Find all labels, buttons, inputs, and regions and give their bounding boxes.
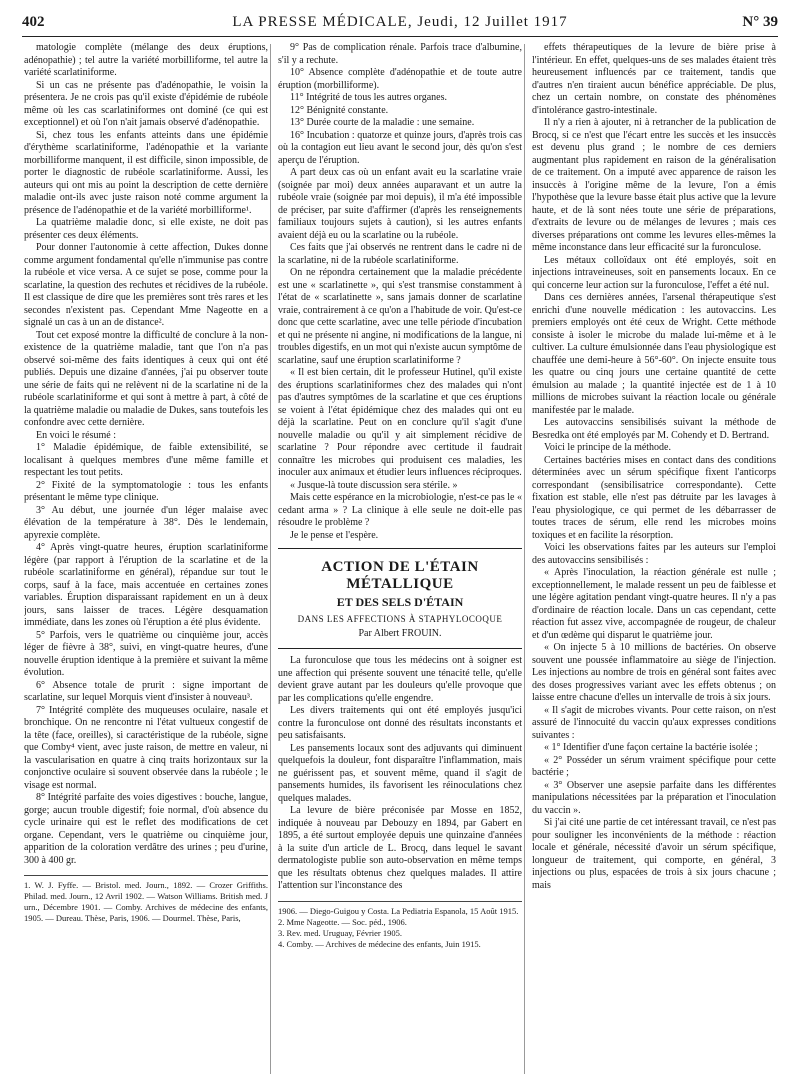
article-text — [278, 655, 522, 893]
paragraph: Si j'ai cité une partie de cet intéressant travail, ce n'est pas pour souligner les inconvénients de la méthode : réaction locale et générale, nécessité d'avoir un sérum spécifique, longueur de traitement, qui comporte, en général, 3 injections ou plus, espacées de trois à six jours chacune ; mais — [532, 817, 776, 891]
paragraph: Si, chez tous les enfants atteints dans une épidémie d'érythème scarlatiniforme, l'adénopathie et la variante morbilliforme manquent, il est difficile, sinon impossible, de porter le diagnostic de rubéole scarlatiniforme. Aussi, les auteurs qui ont mis au point la description de cette dernière maladie ont-ils avec juste raison noté comme argument la présence de l'adénopathie et de la variété morbilliforme¹. — [24, 129, 268, 216]
paragraph: Si un cas ne présente pas d'adénopathie, le voisin la présentera. Je ne crois pas qu'il existe d'épidémie de rubéole même où les cas scarlatiniformes ont dominé (ce qui est exceptionnel) et où l'on n'ait jamais observé d'adénopathie. — [24, 79, 268, 128]
article-author: Par Albert FROUIN. — [358, 628, 442, 639]
paragraph: « Il s'agit de microbes vivants. Pour cette raison, on n'est assuré de l'innocuité du vaccin qu'aux expresses conditions suivantes : — [532, 704, 776, 741]
paragraph: 1° Maladie épidémique, de faible extensibilité, se localisant à quelques membres d'une même famille et respectant les tout petits. — [24, 442, 268, 478]
paragraph: « 3° Observer une asepsie parfaite dans les différentes manipulations nécessitées par la préparation et l'inoculation du vaccin ». — [532, 779, 776, 816]
footnote: 1. W. J. Fyffe. — Bristol. med. Journ., 1892. — Crozer Griffiths. Philad. med. Journ., 12 Avril 1902. — Watson Williams. British med. J urn., Décembre 1901. — Comby. Archives de médecine des enfants, 1905. — Dureau. Thèse, Paris, 1906. — Dourmel. Thèse, Paris, — [24, 880, 268, 923]
paragraph: 10° Absence complète d'adénopathie et de toute autre éruption (morbilliforme). — [278, 67, 522, 91]
paragraph: Les divers traitements qui ont été employés jusqu'ici contre la furonculose ont donné des résultats inconstants et peu satisfaisants. — [278, 705, 522, 741]
column-2 — [278, 42, 522, 1072]
page-number: 402 — [22, 14, 45, 30]
column-divider — [270, 44, 271, 1074]
paragraph: Les pansements locaux sont des adjuvants qui diminuent quelquefois la douleur, font disparaître l'inflammation, mais ne guérissent pas, et souvent même, quand il s'agit de pansements humides, ils favorisent les réinoculations chez quelques malades. — [278, 742, 522, 804]
paragraph: 7° Intégrité complète des muqueuses oculaire, nasale et bronchique. On ne rencontre ni l'état vultueux congestif de la tête (face, oreilles), si caractéristique de la rubéole, signe que Comby⁴ vient, avec juste raison, de mettre en valeur, ni la vascularisation en quatre à cinq traits horizontaux sur la conjonctive oculaire si souvent observée dans la rubéole ; le visage est normal. — [24, 704, 268, 791]
paragraph: « On injecte 5 à 10 millions de bactéries. On observe souvent une poussée inflammatoire au siège de l'injection. Les injections au nombre de trois en général sont faites avec des doses progressives variant avec les effets obtenus ; on laisse entre chacune d'elles un intervalle de trois à six jours. — [532, 642, 776, 703]
paragraph: Voici le principe de la méthode. — [544, 442, 671, 453]
paragraph: Mais cette espérance en la microbiologie, n'est-ce pas le « cedant arma » ? La clinique à elle seule ne doit-elle pas résoudre le problème ? — [278, 492, 522, 528]
footnote: 2. Mme Nageotte. — Soc. péd., 1906. — [278, 916, 407, 927]
paragraph: 6° Absence totale de prurit : signe important de scarlatine, sur lequel Morquis vient d'insister à nouveau³. — [24, 679, 268, 703]
paragraph: 4° Après vingt-quatre heures, éruption scarlatiniforme légère (par rapport à l'éruption de la scarlatine et de la rubéole scarlatiniforme en général), répandue sur tout le corps, sauf à la face, mais accentuée en certaines zones variables. Éruption disparaissant rapidement en un à deux jours, sans laisser de traces. Légère desquamation immédiate, dans les zones où l'éruption a été plus évidente. — [24, 542, 268, 628]
article-context: DANS LES AFFECTIONS À STAPHYLOCOQUE — [297, 614, 503, 624]
paragraph: Il n'y a rien à ajouter, ni à retrancher de la publication de Brocq, si ce n'est que l'écart entre les succès et les insuccès est devenu plus grand ; le nombre de ces derniers augmentant plus rapidement en raison de la généralisation de ce traitement. On a imputé avec apparence de raison les insuccès à l'origine même de la levure, l'on a émis l'hypothèse que la levure basse était plus active que la levure haute, et de là sont nées toute une série de préparations, d'extraits de levure ou de mélanges de levures ; mais ces diverses préparations ont comme les levures elles-mêmes la même inconstance dans leur efficacité sur la furonculose. — [532, 117, 776, 253]
paragraph: 5° Parfois, vers le quatrième ou cinquième jour, accès léger de fièvre à 38°, suivi, en vingt-quatre heures, d'une nouvelle éruption identique à la première et suivant la même évolution. — [24, 629, 268, 678]
article-heading — [278, 548, 522, 649]
footnote: 3. Rev. med. Uruguay, Février 1905. — [278, 927, 403, 938]
footnotes — [24, 875, 268, 924]
paragraph: matologie complète (mélange des deux éruptions, adénopathie) ; tel autre la variété morbilliforme, tel autre la variété scarlatiniforme. — [24, 42, 268, 78]
paragraph: 11° Intégrité de tous les autres organes. — [290, 92, 448, 103]
paragraph: Tout cet exposé montre la difficulté de conclure à la non-existence de la quatrième maladie, tant que l'on n'a pas observé soi-même des faits identiques à ceux qui ont été publiés. Depuis une dizaine d'années, j'ai pu observer toute une série de faits qui ne relèvent ni de la scarlatine ni de la rubéole scarlatiniforme et qui sont à mettre à part, à côté de la quatrième maladie ou maladie de Dukes, sans toutefois les confondre avec cette dernière. — [24, 329, 268, 428]
footnote: 4. Comby. — Archives de médecine des enfants, Juin 1915. — [278, 938, 481, 949]
paragraph: « Il est bien certain, dit le professeur Hutinel, qu'il existe des éruptions scarlatiniformes chez des malades qui n'ont pas d'autres symptômes de la scarlatine et que ces éruptions se voient à l'état épidémique chez des malades qui ont eu déjà la scarlatine. Peut on en conclure qu'il s'agit d'une nouvelle maladie ou qu'il y ait simplement récidive de scarlatine ? Pour répondre avec certitude il faudrait connaître les microbes qui produisent ces maladies, les inoculer aux animaux et étudier leurs influences réciproques. — [278, 367, 522, 478]
paragraph: Voici les observations faites par les auteurs sur l'emploi des autovaccins sensibilisés : — [532, 542, 776, 566]
column-3 — [532, 42, 776, 1072]
paragraph: effets thérapeutiques de la levure de bière prise à l'intérieur. En effet, quelques-uns de ses malades étaient très heureusement influencés par ce traitement, tandis que d'autres n'en tiraient aucun bénéfice appréciable. De plus, chez un certain nombre, on constate des phénomènes d'intolérance gastro-intestinale. — [532, 42, 776, 116]
footnote: 1906. — Diego-Guigou y Costa. La Pediatria Espanola, 15 Août 1915. — [278, 905, 519, 916]
issue-number: N° 39 — [742, 14, 778, 30]
paragraph: En voici le résumé : — [36, 429, 116, 441]
footnotes — [278, 901, 522, 950]
column-1-text — [24, 42, 268, 867]
paragraph: « Après l'inoculation, la réaction générale est nulle ; exceptionnellement, le malade ressent un peu de faiblesse et une légère agitation pendant vingt-quatre heures. Il n'y a pas d'ordinaire de réaction locale. Dans un cas cependant, cette réaction fut assez vive, accompagnée de rougeur, de chaleur et d'un œdème qui disparut le quatrième jour. — [532, 567, 776, 641]
column-1 — [24, 42, 268, 1072]
paragraph: Les autovaccins sensibilisés suivant la méthode de Besredka ont été employés par M. Cohendy et D. Bertrand. — [532, 417, 776, 441]
paragraph: La levure de bière préconisée par Mosse en 1852, indiquée à nouveau par Debouzy en 1894, par Gabert en 1895, a été surtout employée depuis une quinzaine d'années à la suite d'un article de L. Brocq, dans lequel le savant dermatologiste publie son auto-observation en même temps que les résultats obtenus chez quelques malades. Il attire l'attention sur l'inconstance des — [278, 805, 522, 891]
paragraph: 9° Pas de complication rénale. Parfois trace d'albumine, s'il y a rechute. — [278, 42, 522, 66]
paragraph: Ces faits que j'ai observés ne rentrent dans le cadre ni de la scarlatine, ni de la rubéole scarlatiniforme. — [278, 242, 522, 266]
paragraph: « 1° Identifier d'une façon certaine la bactérie isolée ; — [544, 742, 758, 753]
paragraph: Je le pense et l'espère. — [290, 529, 379, 541]
paragraph: La quatrième maladie donc, si elle existe, ne doit pas présenter ces deux éléments. — [24, 217, 268, 241]
paragraph: Dans ces dernières années, l'arsenal thérapeutique s'est enrichi d'une nouvelle médication : les autovaccins. Les premiers employés ont été ceux de Wright. Cette méthode consiste à isoler le microbe du malade lui-même et à le cultiver. La culture émulsionnée dans l'eau physiologique est chauffée une demi-heure à 56°-60°. On injecte ensuite tous les quatre ou cinq jours une certaine quantité de cette émulsion au malade ; la quantité injectée est de 1 à 10 millions de microbes suivant la réaction locale ou générale manifestée par le malade. — [532, 292, 776, 416]
article-title: ACTION DE L'ÉTAIN MÉTALLIQUE — [321, 559, 479, 592]
paragraph: 16° Incubation : quatorze et quinze jours, d'après trois cas où la contagion eut lieu avant le second jour, dès qu'on s'est aperçu de l'éruption. — [278, 129, 522, 166]
paragraph: 2° Fixité de la symptomatologie : tous les enfants présentant le même type clinique. — [24, 479, 268, 503]
paragraph: 12° Bénignité constante. — [290, 104, 389, 116]
paragraph: 13° Durée courte de la maladie : une semaine. — [290, 117, 475, 128]
paragraph: Les métaux colloïdaux ont été employés, soit en injections intraveineuses, soit en pansements locaux. En ce qui concerne leur action sur la furonculose, l'effet a été nul. — [532, 254, 776, 291]
paragraph: Certaines bactéries mises en contact dans des conditions déterminées avec un sérum spécifique fixent l'anticorps correspondant (sensibilisatrice correspondante). Cette fixation est stable, elle n'est pas détruite par les lavages à l'eau physiologique, ce qui permet de les débarrasser de toutes traces de sérum, elle rend les microbes moins toxiques et en facilite la résorption. — [532, 454, 776, 541]
column-divider — [524, 44, 525, 1074]
paragraph: La furonculose que tous les médecins ont à soigner est une affection qui présente souvent une ténacité telle, qu'elle devient grave autant par les douleurs qu'elle provoque que par les complications qu'elle engendre. — [278, 655, 522, 704]
paragraph: Pour donner l'autonomie à cette affection, Dukes donne comme argument fondamental qu'elle n'immunise pas contre la rubéole et vice versa. A ce sujet se pose, comme pour la scarlatine, la question des rechutes et récidives de la rubéole. Il est classique de dire que les premières sont très rares et les secondes n'existent pas. Cependant Mme Nageotte en a signalé un cas à un an de distance². — [24, 242, 268, 328]
paragraph: 8° Intégrité parfaite des voies digestives : bouche, langue, gorge; aucun trouble digestif; foie normal, d'où absence du cycle urinaire qui est le reflet des modifications de cet organe. Cependant, vers le quatrième ou cinquième jour, apparition de la coloration verdâtre des urines ; peu d'urine, 300 à 400 gr. — [24, 792, 268, 866]
page-header — [22, 14, 778, 37]
column-2-text — [278, 42, 522, 542]
paragraph: A part deux cas où un enfant avait eu la scarlatine vraie (soignée par moi) deux années auparavant et un autre la rubéole vraie (soignée par moi depuis), il m'a été impossible de préciser, par suite d'affirmer (d'après les renseignements familiaux toujours sujets à caution), si les autres enfants avaient déjà eu ou la scarlatine ou la rubéole. — [278, 167, 522, 241]
paragraph: 3° Au début, une journée d'un léger malaise avec élévation de la température à 38°. Dès le lendemain, apyrexie complète. — [24, 504, 268, 541]
article-subtitle: ET DES SELS D'ÉTAIN — [336, 595, 464, 609]
journal-title: LA PRESSE MÉDICALE, Jeudi, 12 Juillet 1917 — [232, 14, 568, 30]
paragraph: « 2° Posséder un sérum vraiment spécifique pour cette bactérie ; — [532, 754, 776, 778]
paragraph: On ne répondra certainement que la maladie précédente est une « scarlatinette », qui s'est transmise constamment à l'état de « scarlatinette », sans jamais donner de scarlatine vraie, contrairement à ce qu'on a l'habitude de voir. Qu'est-ce donc que cette scarlatine, avec une telle période d'incubation et qui ne présente ni angine, ni modifications de la langue, ni troubles digestifs, en un mot qui n'existe aucun symptôme de scarlatine, sauf une éruption scarlatiniforme ? — [278, 267, 522, 366]
column-3-text — [532, 42, 776, 892]
paragraph: « Jusque-là toute discussion sera stérile. » — [290, 479, 458, 491]
